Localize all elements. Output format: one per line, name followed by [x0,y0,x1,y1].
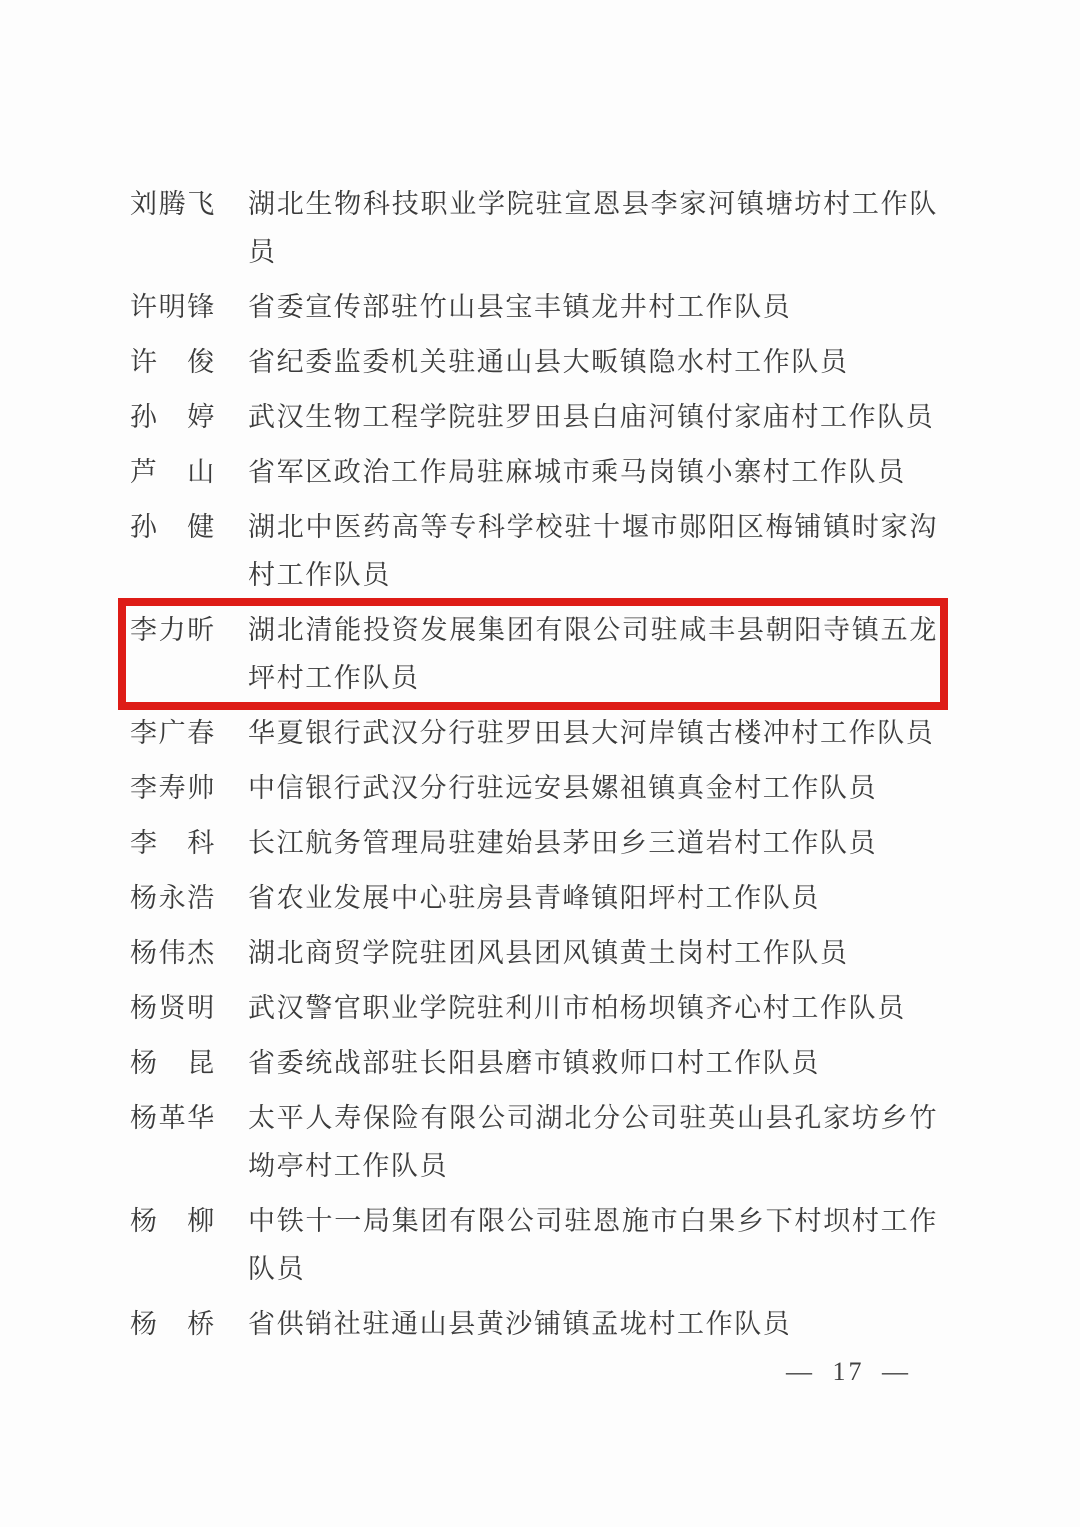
list-item [130,393,938,441]
list-item [130,1197,938,1293]
assignment-description: 武汉生物工程学院驻罗田县白庙河镇付家庙村工作队员 [248,402,935,432]
person-name: 李力昕 [130,615,216,645]
list-item [130,1094,938,1190]
assignment-description: 省纪委监委机关驻通山县大畈镇隐水村工作队员 [248,347,849,377]
person-name: 杨永浩 [130,883,216,913]
person-name: 许 俊 [130,347,216,377]
assignment-description: 湖北清能投资发展集团有限公司驻咸丰县朝阳寺镇五龙坪村工作队员 [248,615,938,693]
page-number: — 17 — [786,1357,911,1386]
assignment-description: 湖北生物科技职业学院驻宣恩县李家河镇塘坊村工作队员 [248,189,938,267]
list-item [130,874,938,922]
assignment-description: 省委统战部驻长阳县磨市镇救师口村工作队员 [248,1048,820,1078]
list-item [130,1039,938,1087]
assignment-description: 长江航务管理局驻建始县茅田乡三道岩村工作队员 [248,828,878,858]
assignment-description: 华夏银行武汉分行驻罗田县大河岸镇古楼冲村工作队员 [248,718,935,748]
person-name: 孙 健 [130,512,216,542]
assignment-description: 中铁十一局集团有限公司驻恩施市白果乡下村坝村工作队员 [248,1206,938,1284]
list-item [130,180,938,276]
list-item-highlighted [118,598,948,710]
assignment-description: 中信银行武汉分行驻远安县嫘祖镇真金村工作队员 [248,773,878,803]
person-name: 孙 婷 [130,402,216,432]
list-item [130,819,938,867]
person-name: 刘腾飞 [130,189,216,219]
person-name: 许明锋 [130,292,216,322]
list-item [130,283,938,331]
person-name: 杨 桥 [130,1309,216,1339]
list-item [130,764,938,812]
list-item [130,709,938,757]
assignment-description: 省农业发展中心驻房县青峰镇阳坪村工作队员 [248,883,820,913]
list-item [130,1300,938,1348]
list-item [130,338,938,386]
list-item [130,503,938,599]
person-name: 芦 山 [130,457,216,487]
assignment-description: 省供销社驻通山县黄沙铺镇孟垅村工作队员 [248,1309,792,1339]
person-name: 杨伟杰 [130,938,216,968]
assignment-description: 太平人寿保险有限公司湖北分公司驻英山县孔家坊乡竹坳亭村工作队员 [248,1103,938,1181]
person-name: 李寿帅 [130,773,216,803]
assignment-description: 省军区政治工作局驻麻城市乘马岗镇小寨村工作队员 [248,457,906,487]
person-name: 杨革华 [130,1103,216,1133]
list-item [130,448,938,496]
assignment-description: 湖北商贸学院驻团风县团风镇黄土岗村工作队员 [248,938,849,968]
assignment-description: 湖北中医药高等专科学校驻十堰市郧阳区梅铺镇时家沟村工作队员 [248,512,938,590]
person-name: 李广春 [130,718,216,748]
person-name: 杨贤明 [130,993,216,1023]
assignment-description: 武汉警官职业学院驻利川市柏杨坝镇齐心村工作队员 [248,993,906,1023]
list-item [130,929,938,977]
person-name: 杨 柳 [130,1206,216,1236]
list-item [130,984,938,1032]
person-name: 李 科 [130,828,216,858]
person-name: 杨 昆 [130,1048,216,1078]
assignment-description: 省委宣传部驻竹山县宝丰镇龙井村工作队员 [248,292,792,322]
